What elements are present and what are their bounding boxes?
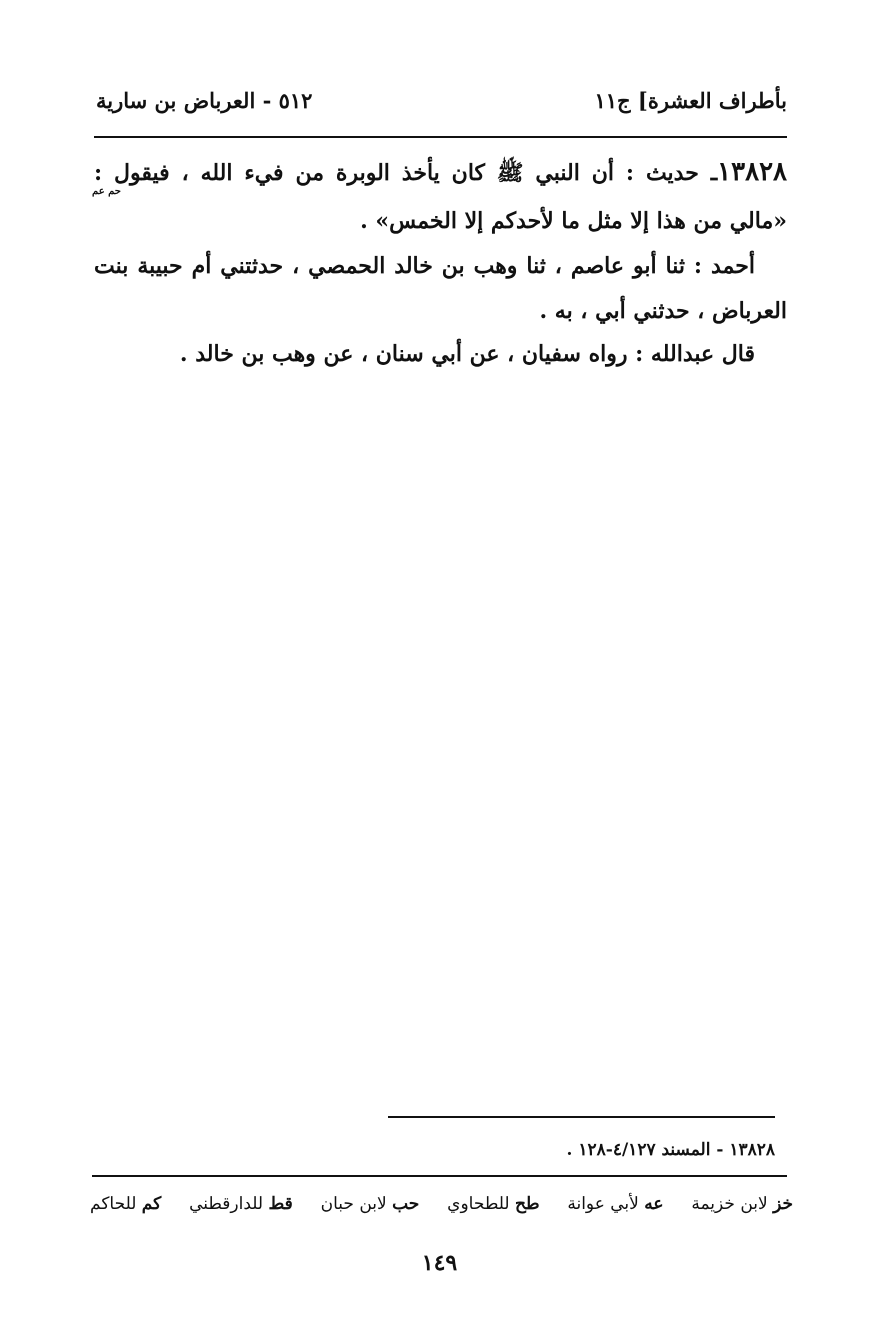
isnad-line-1: أحمد : ثنا أبو عاصم ، ثنا وهب بن خالد الحمصي ، حدثتني أم حبيبة بنت — [94, 253, 755, 279]
hadith-matn-line: «مالي من هذا إلا مثل ما لأحدكم إلا الخمس» . — [360, 208, 787, 234]
hadith-number: ١٣٨٢٨ — [717, 157, 787, 187]
source-sigla: حم عم — [92, 186, 121, 197]
header-rule — [94, 136, 787, 138]
footnote-rule — [388, 1116, 775, 1118]
abbreviation-item: عه لأبي عوانة — [567, 1194, 664, 1214]
abbreviation-item: حب لابن حبان — [320, 1194, 420, 1214]
abbreviation-item: طح للطحاوي — [447, 1194, 540, 1214]
page-number: ١٤٩ — [421, 1250, 458, 1276]
abdullah-comment-line: قال عبدالله : رواه سفيان ، عن أبي سنان ، عن وهب بن خالد . — [179, 341, 755, 367]
hadith-first-line — [94, 156, 787, 189]
running-header-book-title: بأطراف العشرة] ج١١ — [594, 88, 787, 113]
abbreviation-rule — [92, 1175, 787, 1177]
abbreviation-item: قط للدارقطني — [189, 1194, 293, 1214]
footnote-text: ١٣٨٢٨ - المسند ٤/١٢٧-١٢٨ . — [566, 1140, 775, 1160]
abbreviation-key — [90, 1194, 793, 1214]
hadith-heading-text: ـ حديث : أن النبي ﷺ كان يأخذ الوبرة من فيء الله ، فيقول : — [94, 160, 718, 186]
running-header-chapter: ٥١٢ - العرباض بن سارية — [96, 88, 313, 113]
isnad-line-2: العرباض ، حدثني أبي ، به . — [539, 298, 787, 324]
abbreviation-item: خز لابن خزيمة — [691, 1194, 793, 1214]
abbreviation-item: كم للحاكم — [90, 1194, 162, 1214]
